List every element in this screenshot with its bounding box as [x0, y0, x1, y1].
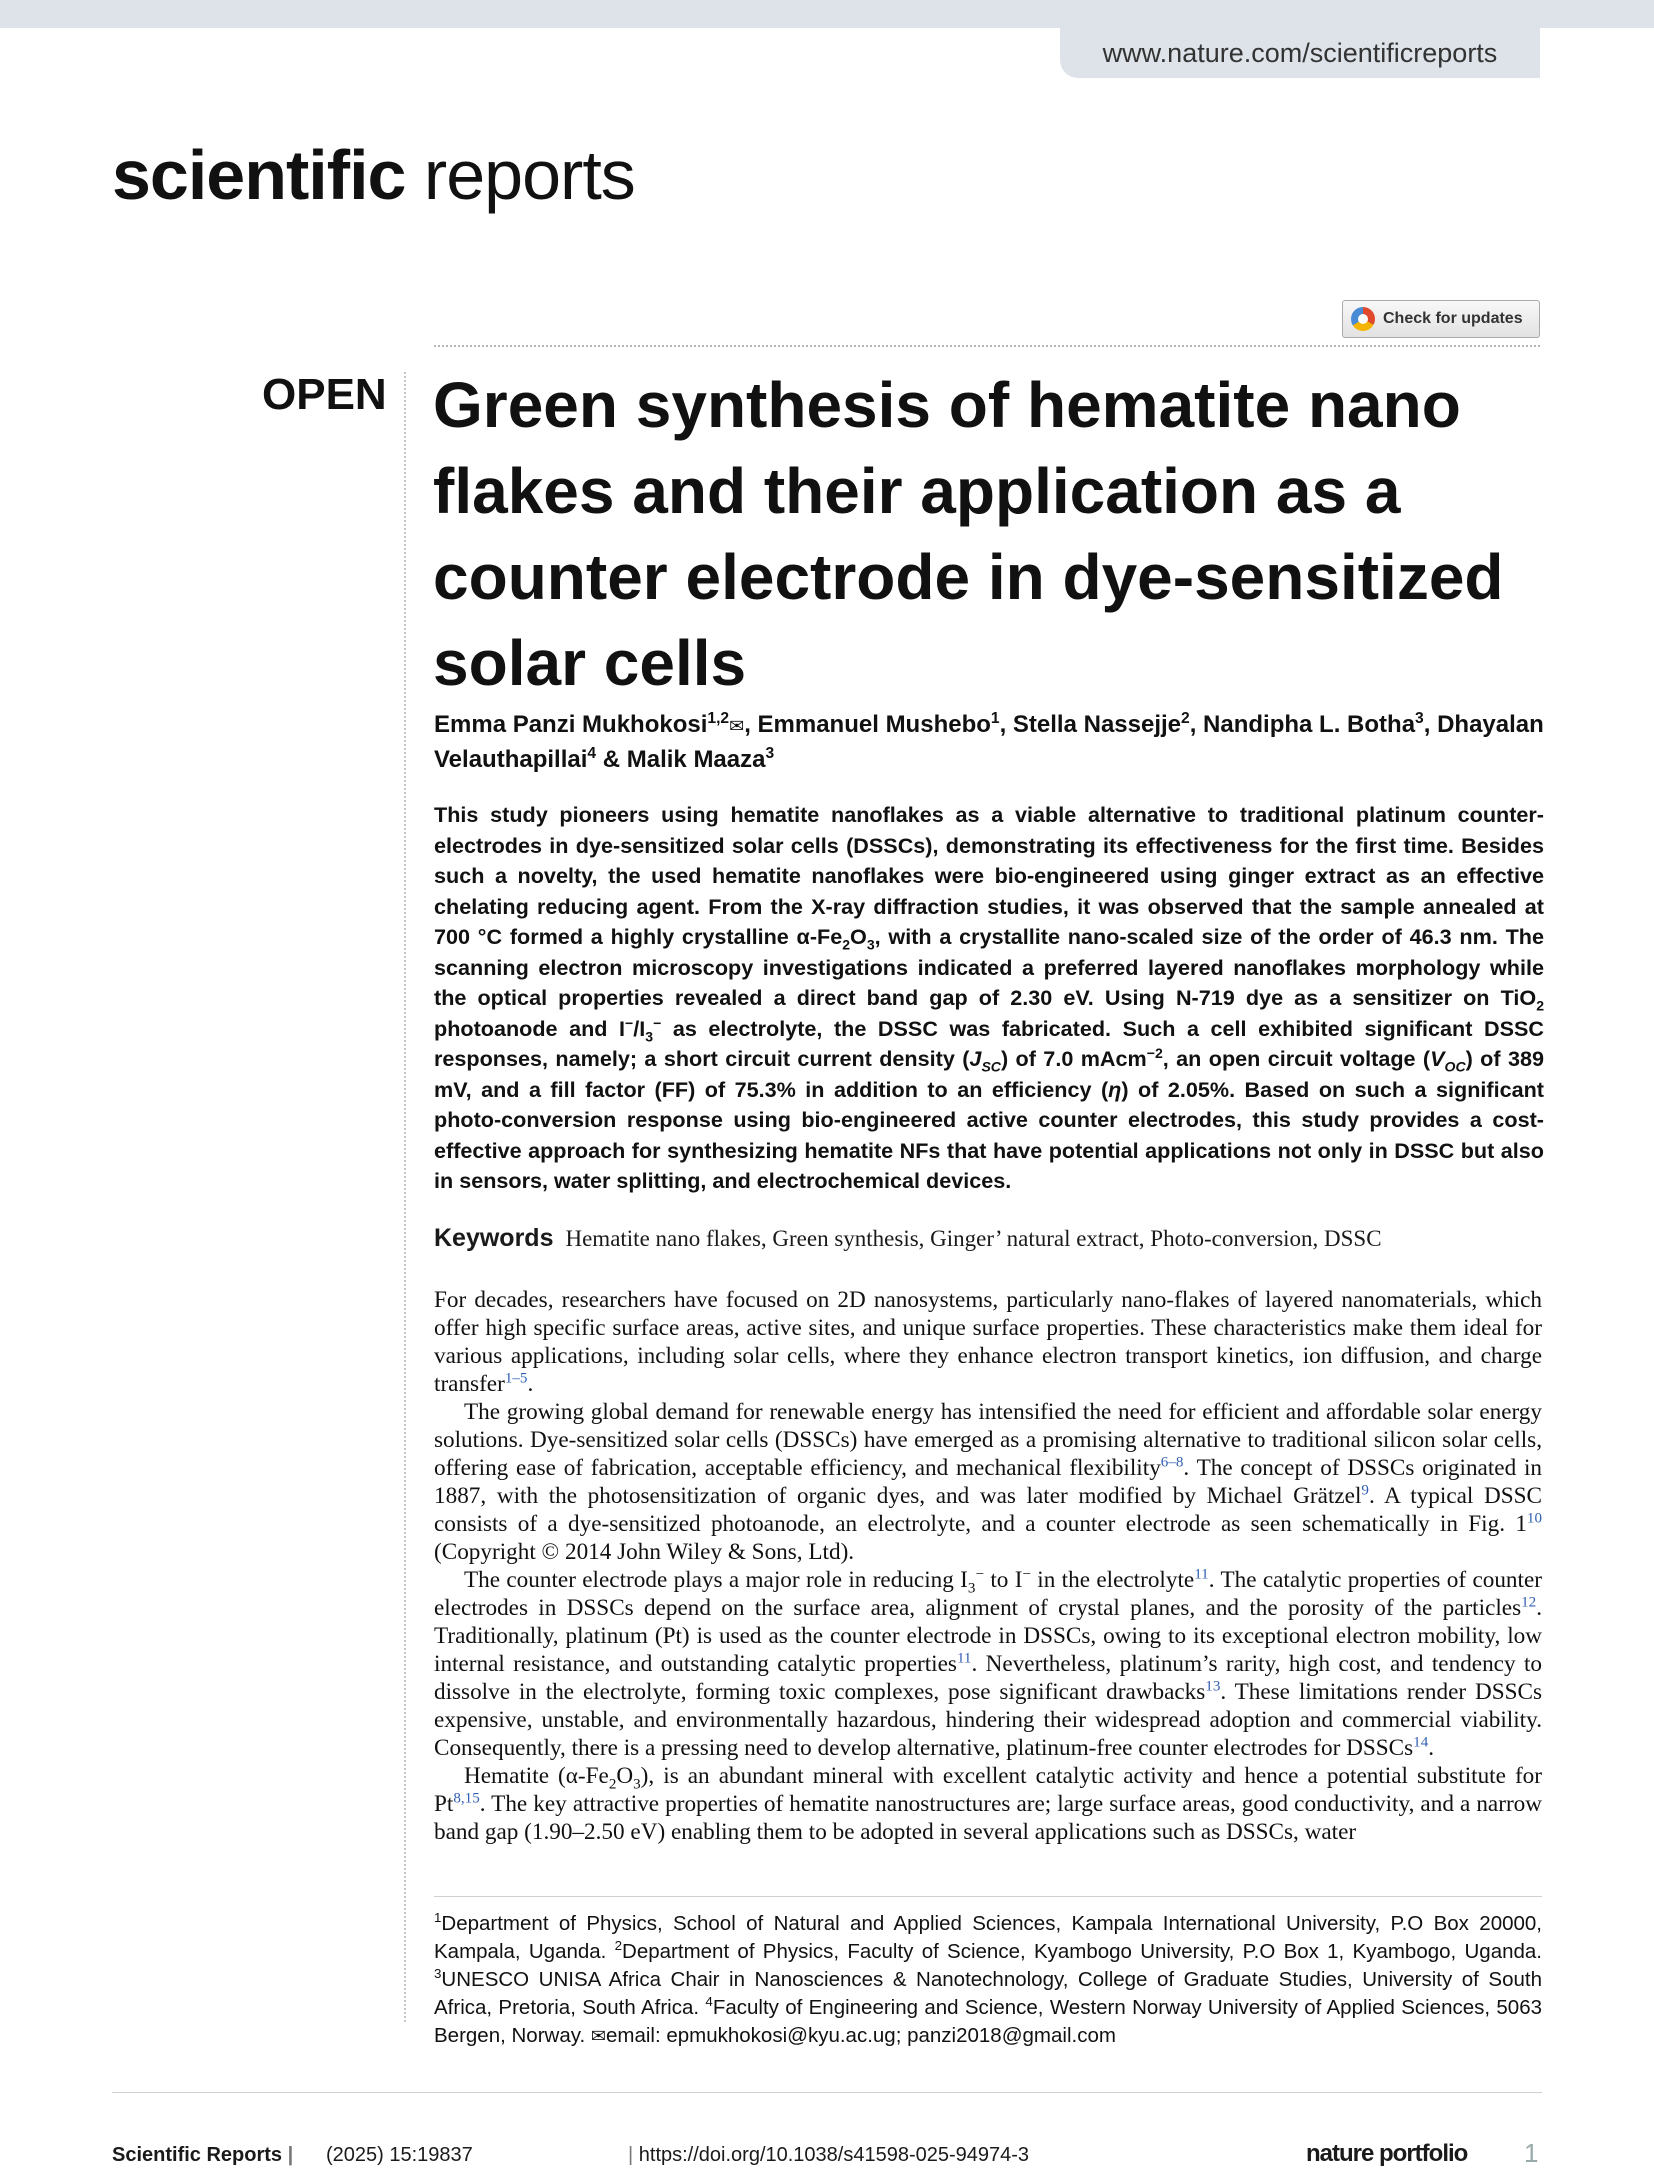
citation-link[interactable]: 11	[956, 1650, 972, 1667]
footer-volume: (2025) 15:19837	[326, 2144, 473, 2166]
citation-link[interactable]: 1–5	[504, 1370, 528, 1387]
keywords	[434, 1222, 1544, 1255]
check-for-updates-button[interactable]	[1342, 300, 1540, 338]
article-title: Green synthesis of hematite nano flakes and their application as a counter electrode in dye-sensitized solar cells	[433, 369, 1504, 699]
body-text	[434, 1286, 1542, 1846]
citation-link[interactable]: 11	[1194, 1566, 1209, 1583]
citation-link[interactable]: 13	[1205, 1678, 1221, 1695]
affiliations: $^1$Department of Physics, School of Natural and Applied Sciences, Kampala International University, P.O Box 20000, Kampala, Uganda. $^2$Department of Physics, Faculty of Science, Kyambogo University, P.O Box 1, Kyambogo, Uganda. $^3$UNESCO UNISA Africa Chair in Nanosciences & Nanotechnology, College of Graduate Studies, University of South Africa, Pretoria, South Africa. $^4$Faculty of Engineering and Science, Western Norway University of Applied Sciences, 5063 Bergen, Norway. ✉email: epmukhokosi@kyu.ac.ug; panzi2018@gmail.com	[434, 1910, 1542, 2047]
email-icon: ✉	[590, 2026, 606, 2046]
affiliation-3: UNESCO UNISA Africa Chair in Nanosciences & Nanotechnology, College of Graduate Studies, University of South Africa, Pretoria, South Africa.	[434, 1968, 1542, 2019]
body-paragraph: For decades, researchers have focused on 2D nanosystems, particularly nano-flakes of layered nanomaterials, which offer high specific surface areas, active sites, and unique surface properties. These characteristics make them ideal for various applications, including solar cells, where they enhance electron transport kinetics, ion diffusion, and charge transfer$^{1-5}$.	[434, 1287, 1542, 1397]
citation-link[interactable]: 9	[1361, 1482, 1369, 1499]
body-paragraph: Hematite $(\alpha-Fe_2O_3)$, is an abundant mineral with excellent catalytic activity and hence a potential substitute for Pt$^{8,15}$. The key attractive properties of hematite nanostructures are; large surface areas, good conductivity, and a narrow band gap (1.90–2.50 eV) enabling them to be adopted in several applications such as DSSCs, water	[434, 1763, 1542, 1845]
affiliations-divider	[434, 1896, 1542, 1897]
affiliation-1: Department of Physics, School of Natural and Applied Sciences, Kampala International University, P.O Box 20000, Kampala, Uganda.	[434, 1912, 1542, 1963]
margin-divider	[404, 372, 406, 2022]
citation-link[interactable]: 12	[1521, 1594, 1537, 1611]
check-for-updates-label: Check for updates	[1383, 310, 1523, 327]
author-list: Emma Panzi Mukhokosi$^{1,2}$✉, Emmanuel Mushebo$^1$, Stella Nassejje$^2$, Nandipha L. Botha$^3$, Dhayalan Velauthapillai$^4$ & Malik Maaza$^3$	[434, 710, 1544, 773]
affiliation-2: Department of Physics, Faculty of Science, Kyambogo University, P.O Box 1, Kyambogo, Uganda.	[622, 1940, 1542, 1963]
citation-link[interactable]: 14	[1413, 1734, 1429, 1751]
body-paragraph: The growing global demand for renewable energy has intensified the need for efficient and affordable solar energy solutions. Dye-sensitized solar cells (DSSCs) have emerged as a promising alternative to traditional silicon solar cells, offering ease of fabrication, acceptable efficiency, and mechanical flexibility$^{6-8}$. The concept of DSSCs originated in 1887, with the photosensitization of organic dyes, and was later modified by Michael Grätzel$^9$. A typical DSSC consists of a dye-sensitized photoanode, an electrolyte, and a counter electrode as seen schematically in Fig. 1$^{10}$ (Copyright © 2014 John Wiley & Sons, Ltd).	[434, 1399, 1542, 1565]
nature-portfolio-logo: nature portfolio	[1306, 2140, 1468, 2167]
citation-link[interactable]: 6–8	[1160, 1454, 1184, 1471]
body-paragraph: The counter electrode plays a major role in reducing $I_3^-$ to I− in the electrolyte$^{11}$. The catalytic properties of counter electrodes in DSSCs depend on the surface area, alignment of crystal planes, and the porosity of the particles$^{12}$. Traditionally, platinum (Pt) is used as the counter electrode in DSSCs, owing to its exceptional electron mobility, low internal resistance, and outstanding catalytic properties$^{11}$. Nevertheless, platinum’s rarity, high cost, and tendency to dissolve in the electrolyte, forming toxic complexes, pose significant drawbacks$^{13}$. These limitations render DSSCs expensive, unstable, and environmentally hazardous, hindering their widespread adoption and commercial viability. Consequently, there is a pressing need to develop alternative, platinum-free counter electrodes for DSSCs$^{14}$.	[434, 1566, 1542, 1761]
footer-divider	[112, 2092, 1542, 2093]
footer-doi-link[interactable]: | https://doi.org/10.1038/s41598-025-94974-3	[628, 2144, 1030, 2166]
citation-link[interactable]: 10	[1526, 1510, 1542, 1527]
corresponding-email[interactable]: email: epmukhokosi@kyu.ac.ug; panzi2018@gmail.com	[605, 2024, 1116, 2047]
top-band	[0, 0, 1654, 28]
email-icon[interactable]: ✉	[729, 716, 745, 736]
journal-logo	[112, 136, 635, 214]
citation-link[interactable]: 8,15	[453, 1790, 480, 1807]
journal-url[interactable]: www.nature.com/scientificreports	[1060, 28, 1540, 78]
crossmark-icon	[1351, 307, 1375, 331]
open-access-label: OPEN	[262, 370, 387, 419]
keywords-list: Hematite nano flakes, Green synthesis, Ginger’ natural extract, Photo-conversion, DSSC	[565, 1226, 1382, 1251]
journal-logo-light: reports	[405, 136, 635, 214]
keywords-label: Keywords	[434, 1224, 554, 1252]
header-divider	[434, 345, 1540, 347]
journal-logo-bold: scientific	[112, 136, 406, 214]
affiliation-4: Faculty of Engineering and Science, Western Norway University of Applied Sciences, 5063 Bergen, Norway.	[434, 1996, 1542, 2047]
footer-journal-name: Scientific Reports |	[112, 2144, 294, 2166]
page-number: 1	[1524, 2138, 1539, 2168]
abstract: This study pioneers using hematite nanoflakes as a viable alternative to traditional platinum counter-electrodes in dye-sensitized solar cells (DSSCs), demonstrating its effectiveness for the first time. Besides such a novelty, the used hematite nanoflakes were bio-engineered using ginger extract as an effective chelating reducing agent. From the X-ray diffraction studies, it was observed that the sample annealed at 700 °C formed a highly crystalline $\alpha-Fe_2O_3$, with a crystallite nano-scaled size of the order of 46.3 nm. The scanning electron microscopy investigations indicated a preferred layered nanoflakes morphology while the optical properties revealed a direct band gap of 2.30 eV. Using N-719 dye as a sensitizer on TiO$_2$ photoanode and $I^-/I_3^-$ as electrolyte, the DSSC was fabricated. Such a cell exhibited significant DSSC responses, namely; a short circuit current density $(J_{SC})$ of 7.0 mAcm$^{-2}$, an open circuit voltage $(V_{OC})$ of 389 mV, and a fill factor (FF) of 75.3% in addition to an efficiency (η) of 2.05%. Based on such a significant photo-conversion response using bio-engineered active counter electrodes, this study provides a cost-effective approach for synthesizing hematite NFs that have potential applications not only in DSSC but also in sensors, water splitting, and electrochemical devices.	[434, 802, 1544, 1193]
